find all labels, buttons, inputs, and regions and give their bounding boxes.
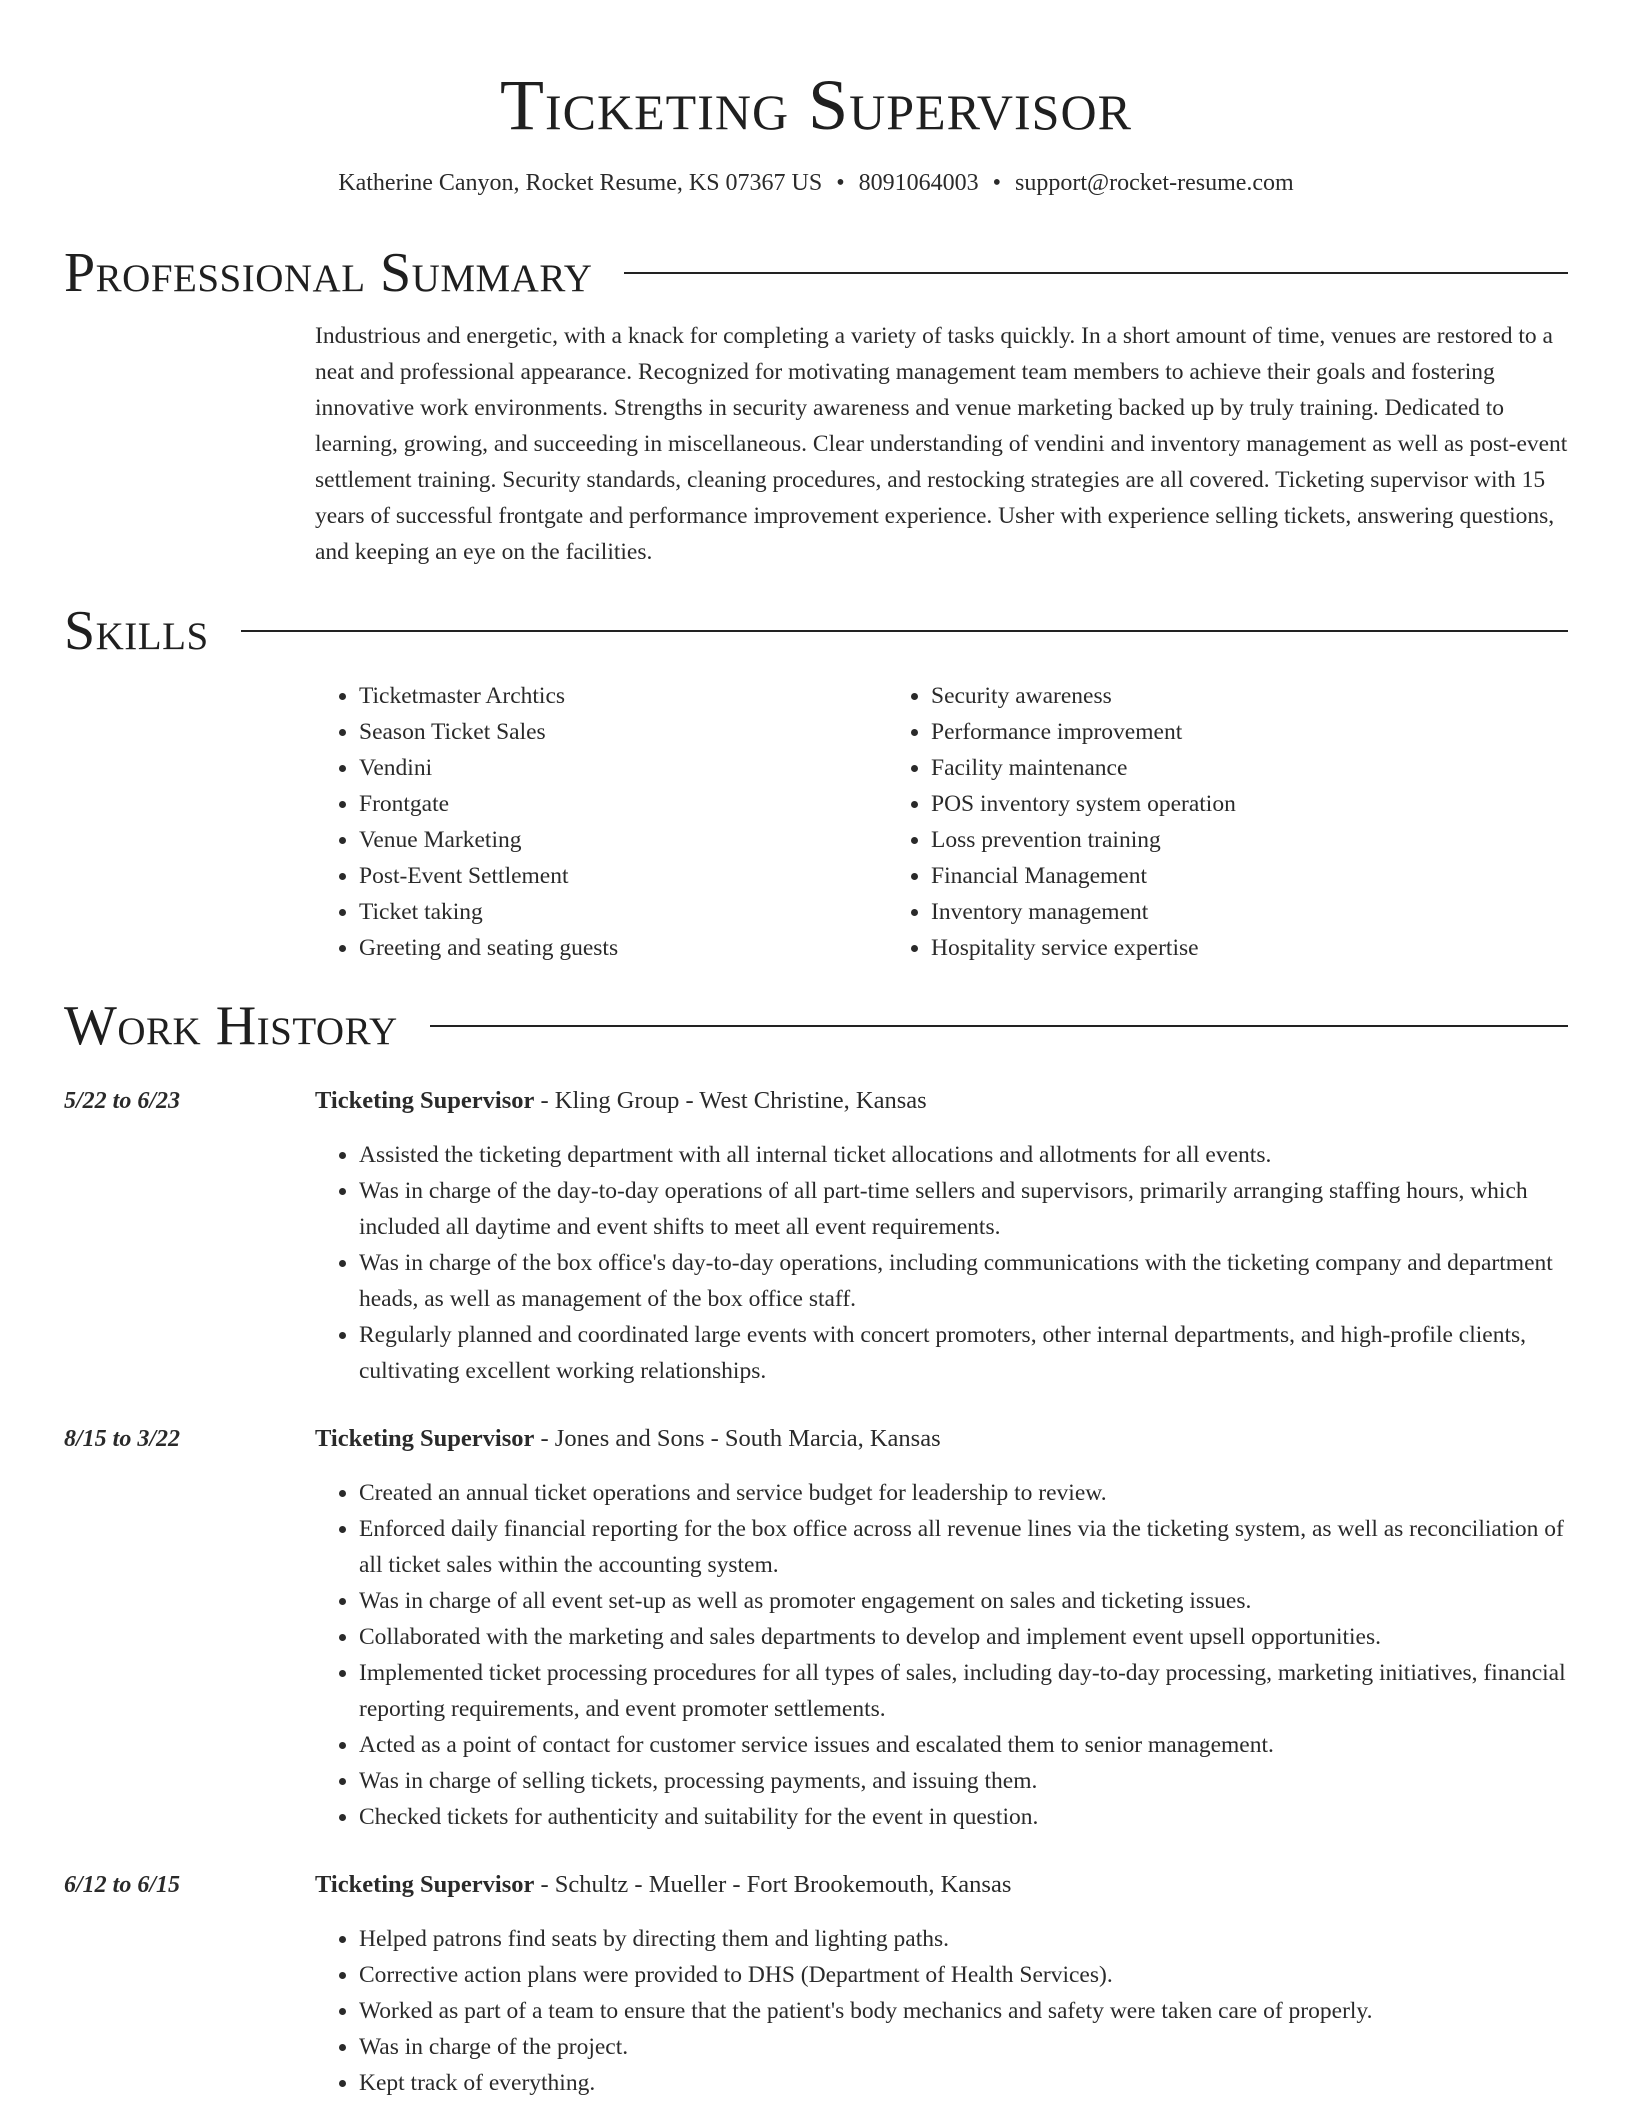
- skill-item: • Vendini: [359, 750, 887, 786]
- section-divider: [241, 630, 1568, 632]
- job-duties: [315, 1137, 1568, 1389]
- job-entry: [64, 1421, 1568, 1835]
- contact-address: Katherine Canyon, Rocket Resume, KS 07367 US: [338, 170, 823, 196]
- job-duty-item: • Regularly planned and coordinated large events with concert promoters, other internal departments, and high-profile clients, cultivating excellent working relationships.: [359, 1317, 1568, 1389]
- job-duty-item: • Was in charge of the project.: [359, 2029, 1568, 2065]
- job-body: [315, 1421, 1568, 1835]
- job-duty-item: • Enforced daily financial reporting for the box office across all revenue lines via the ticketing system, as well as reconciliation of all ticket sales within the accounting system.: [359, 1511, 1568, 1583]
- job-duty-item: • Was in charge of selling tickets, processing payments, and issuing them.: [359, 1763, 1568, 1799]
- job-body: [315, 1867, 1568, 2101]
- work-history-heading: Work History: [64, 995, 398, 1057]
- skill-item: • Post-Event Settlement: [359, 858, 887, 894]
- job-duties: [315, 1475, 1568, 1835]
- resume-page: [64, 0, 1568, 2101]
- job-dates: 8/15 to 3/22: [64, 1426, 181, 1452]
- skills-list: [315, 678, 1568, 966]
- job-duty-item: • Helped patrons find seats by directing them and lighting paths.: [359, 1921, 1568, 1957]
- contact-line: [64, 168, 1568, 198]
- job-title-line: [315, 1867, 1568, 1903]
- summary-heading: Professional Summary: [64, 242, 593, 304]
- skills-heading: Skills: [64, 600, 209, 662]
- skill-item: • Frontgate: [359, 786, 887, 822]
- summary-section-header: [64, 240, 1568, 306]
- skill-item: • Hospitality service expertise: [931, 930, 1568, 966]
- contact-phone: 8091064003: [858, 170, 979, 196]
- skill-item: • Greeting and seating guests: [359, 930, 887, 966]
- job-body: [315, 1083, 1568, 1389]
- skill-item: • Security awareness: [931, 678, 1568, 714]
- skill-item: • POS inventory system operation: [931, 786, 1568, 822]
- job-title-line: [315, 1083, 1568, 1119]
- job-role: Ticketing Supervisor: [315, 1087, 535, 1114]
- job-duties: [315, 1921, 1568, 2101]
- job-dates: 5/22 to 6/23: [64, 1088, 181, 1114]
- skill-item: • Facility maintenance: [931, 750, 1568, 786]
- job-duty-item: • Worked as part of a team to ensure that the patient's body mechanics and safety were taken care of properly.: [359, 1993, 1568, 2029]
- resume-title: Ticketing Supervisor: [500, 65, 1132, 145]
- job-duty-item: • Was in charge of the day-to-day operations of all part-time sellers and supervisors, primarily arranging staffing hours, which included all daytime and event shifts to meet all event requirements.: [359, 1173, 1568, 1245]
- skill-item: • Performance improvement: [931, 714, 1568, 750]
- job-duty-item: • Acted as a point of contact for customer service issues and escalated them to senior management.: [359, 1727, 1568, 1763]
- skills-section-header: [64, 598, 1568, 664]
- skills-column-right: [887, 678, 1568, 966]
- skills-column-left: [315, 678, 887, 966]
- skill-item: • Ticketmaster Archtics: [359, 678, 887, 714]
- job-role: Ticketing Supervisor: [315, 1871, 535, 1898]
- job-duty-item: • Collaborated with the marketing and sales departments to develop and implement event upsell opportunities.: [359, 1619, 1568, 1655]
- summary-text: Industrious and energetic, with a knack for completing a variety of tasks quickly. In a short amount of time, venues are restored to a neat and professional appearance. Recognized for motivating management team members to achieve their goals and fostering innovative work environments. Strengths in security awareness and venue marketing backed up by truly training. Dedicated to learning, growing, and succeeding in miscellaneous. Clear understanding of vendini and inventory management as well as post-event settlement training. Security standards, cleaning procedures, and restocking strategies are all covered. Ticketing supervisor with 15 years of successful frontgate and performance improvement experience. Usher with experience selling tickets, answering questions, and keeping an eye on the facilities.: [315, 323, 1568, 565]
- job-employer: - Schultz - Mueller - Fort Brookemouth, Kansas: [534, 1871, 1012, 1898]
- skill-item: • Season Ticket Sales: [359, 714, 887, 750]
- job-duty-item: • Corrective action plans were provided to DHS (Department of Health Services).: [359, 1957, 1568, 1993]
- skill-item: • Financial Management: [931, 858, 1568, 894]
- skill-item: • Ticket taking: [359, 894, 887, 930]
- job-duty-item: • Was in charge of all event set-up as well as promoter engagement on sales and ticketing issues.: [359, 1583, 1568, 1619]
- job-duty-item: • Was in charge of the box office's day-to-day operations, including communications with the ticketing company and department heads, as well as management of the box office staff.: [359, 1245, 1568, 1317]
- job-entry: [64, 1083, 1568, 1389]
- section-divider: [624, 272, 1568, 274]
- job-title-line: [315, 1421, 1568, 1457]
- job-duty-item: • Checked tickets for authenticity and suitability for the event in question.: [359, 1799, 1568, 1835]
- job-entry: [64, 1867, 1568, 2101]
- job-duty-item: • Assisted the ticketing department with all internal ticket allocations and allotments for all events.: [359, 1137, 1568, 1173]
- skill-item: • Venue Marketing: [359, 822, 887, 858]
- job-employer: - Kling Group - West Christine, Kansas: [534, 1087, 927, 1114]
- skill-item: • Loss prevention training: [931, 822, 1568, 858]
- job-employer: - Jones and Sons - South Marcia, Kansas: [534, 1425, 941, 1452]
- section-divider: [430, 1025, 1568, 1027]
- contact-separator: •: [836, 170, 845, 196]
- job-duty-item: • Kept track of everything.: [359, 2065, 1568, 2101]
- skill-item: • Inventory management: [931, 894, 1568, 930]
- work-history-section-header: [64, 993, 1568, 1059]
- contact-email: support@rocket-resume.com: [1015, 170, 1294, 196]
- contact-separator: •: [992, 170, 1002, 196]
- job-duty-item: • Created an annual ticket operations and service budget for leadership to review.: [359, 1475, 1568, 1511]
- job-role: Ticketing Supervisor: [315, 1425, 535, 1452]
- job-dates: 6/12 to 6/15: [64, 1872, 181, 1898]
- job-duty-item: • Implemented ticket processing procedures for all types of sales, including day-to-day processing, marketing initiatives, financial reporting requirements, and event promoter settlements.: [359, 1655, 1568, 1727]
